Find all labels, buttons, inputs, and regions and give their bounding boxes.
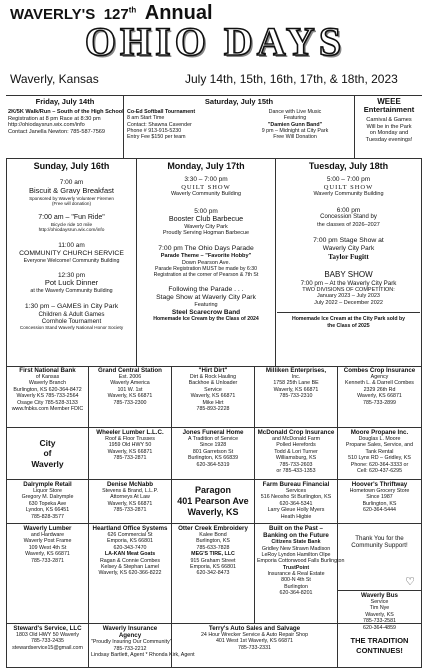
sponsor-dalrymple-liquor (6, 480, 89, 524)
friday-section (8, 97, 122, 157)
sponsor-hirt-dirt (172, 366, 255, 428)
sponsor-name: Waverly Lumber (23, 525, 72, 532)
sponsor-detail: 801 Garretson St (192, 448, 234, 455)
sponsor-detail: Waverly, KS 66871 (190, 393, 236, 400)
sponsor-detail: Waverly Branch (28, 380, 67, 387)
sponsor-detail: 620-343-7470 (113, 544, 147, 551)
fun-ride-link[interactable]: http://ohiodaysrun.wix.com/info (38, 228, 105, 234)
sponsor-detail: 785-733-2435 (31, 638, 64, 645)
sponsor-name: Steward's Service, LLC (13, 625, 82, 632)
sponsor-detail: Kelsey & Stephan Lamel (100, 563, 159, 570)
sponsor-moore-propane (338, 428, 422, 480)
sponsor-detail: 620-364-5444 (363, 507, 396, 514)
sponsor-name: Built on the Past – Banking on the Future (263, 525, 329, 540)
sponsor-detail: Propane Sales, Service, and (345, 442, 414, 449)
sponsor-detail: 516 Neosho St Burlington, KS (260, 494, 332, 501)
softball-line: Phone # 913-915-5230 (127, 127, 182, 134)
friday-heading: Friday, July 14th (35, 97, 95, 106)
sponsor-detail: Waverly, KS 66871 (107, 448, 153, 455)
sponsor-first-national-bank (6, 366, 89, 428)
tuesday-event-stage-show: 7:00 pm Stage Show at Waverly City Park Taylor Fugitt (313, 237, 384, 261)
sponsor-name: Thank You for the (355, 535, 404, 542)
sponsor-name: Paragon (194, 484, 231, 495)
softball-line: Contact: Shawna Cavender (127, 121, 192, 128)
softball-line: 8 am Start Time (127, 115, 165, 122)
sponsor-detail: Waverly, KS 66871 (107, 393, 153, 400)
sponsor-detail: Waverly (31, 458, 64, 469)
sponsor-name: Grand Central Station (98, 367, 162, 374)
weee-line: on Monday and (369, 130, 409, 137)
annual-label: Annual (144, 2, 213, 24)
sponsor-detail: Tim Nye (369, 605, 390, 612)
sponsor-name: Heartland Office Systems (92, 525, 168, 532)
sponsor-detail: TrustPoint (282, 564, 310, 571)
location: Waverly, Kansas (10, 72, 99, 86)
sponsor-detail: Osage City 785-528-3133 (17, 399, 78, 406)
sponsor-paragon (172, 480, 255, 524)
sponsor-detail: Lindsay Bartlett, Agent * Rhonda Kirk, Agent (91, 651, 195, 658)
sponsor-name: Terry's Auto Sales and Salvage (208, 625, 301, 632)
tuesday-event-ice-cream: Homemade Ice Cream at the City Park sold by the Class of 2025 (277, 312, 420, 328)
sponsor-detail: LA-KAN Meat Goats (104, 551, 156, 558)
sponsor-detail: Since 1987 (366, 494, 393, 501)
sponsor-detail: Williamsburg, KS (275, 455, 317, 462)
sponsor-denise-mcnabb (89, 480, 172, 524)
sponsor-detail: Liquor Store (33, 488, 62, 495)
sponsor-name: Milliken Enterprises, (265, 367, 327, 374)
weee-line: Tuesday evenings! (365, 137, 413, 144)
sunday-event-church: 11:00 am COMMUNITY CHURCH SERVICE Everyone Welcome! Community Building (19, 241, 124, 264)
weee-line: Carnival & Games (366, 117, 412, 124)
sponsor-otter-creek-embroidery (172, 524, 255, 624)
sponsor-detail: Larry Gleue Holly Myers (267, 507, 325, 514)
sponsor-detail: 620-364-5319 (196, 461, 230, 468)
sponsor-detail: Waverly, KS (365, 611, 394, 618)
sponsor-citizens-state-bank (255, 524, 345, 624)
monday-section (138, 161, 274, 323)
sponsor-detail: Services (285, 488, 307, 495)
anniversary-number: 127 (103, 6, 129, 23)
sunday-section (8, 161, 135, 331)
sponsor-detail: Kenneth L. & Darrell Combes (345, 380, 414, 387)
saturday-section (125, 97, 353, 157)
sponsor-detail: 510 Lynx RD – Gridley, KS (348, 455, 411, 462)
sponsor-detail: Citizens State Bank (271, 539, 321, 546)
sponsor-detail: Waverly, KS (187, 507, 239, 518)
sponsor-name: Moore Propane Inc. (350, 429, 409, 436)
sponsor-detail: Burlington, KS (362, 500, 397, 507)
sponsor-name: Farm Bureau Financial (262, 481, 330, 488)
sponsor-detail: and Hardware (30, 532, 65, 539)
sponsor-detail: stewardservice15@gmail.com (12, 644, 83, 651)
sponsor-detail: Waverly, KS 66871 (273, 386, 319, 393)
sponsor-detail: Since 1928 (199, 442, 227, 449)
sunday-event-games: 1:30 pm – GAMES in City Park Children & Adult Games Cornhole Tournament Concession Stand Waverly National Honor Society (19, 302, 124, 331)
sponsor-farm-bureau (255, 480, 338, 524)
tuesday-event-concession: 6:00 pm Concession Stand by the classes of 2026–2027 (317, 206, 380, 228)
sponsor-combes-crop-insurance (338, 366, 422, 428)
monday-event-quilt: 3:30 – 7:00 pm QUILT SHOW Waverly Community Building (170, 176, 242, 198)
sponsor-hoovers-thriftway (338, 480, 422, 524)
sponsor-name: Combes Crop Insurance (343, 367, 416, 374)
sponsor-milliken-enterprises (255, 366, 338, 428)
sponsor-detail: CONTINUES! (356, 645, 403, 655)
sponsor-detail: Mike Hirt (202, 399, 224, 406)
sponsor-detail: of Kansas (35, 374, 60, 381)
sponsor-detail: Insurance & Real Estate (267, 570, 325, 577)
sponsor-detail: 785-733-2871 (113, 455, 147, 462)
sponsor-name: Jones Funeral Home (182, 429, 244, 436)
anniversary-suffix: th (128, 5, 137, 15)
sponsor-detail: 800-N 4th St (281, 577, 311, 584)
sponsor-detail: Agency (370, 374, 389, 381)
sponsor-name: Dalrymple Retail (23, 481, 72, 488)
sponsor-waverly-insurance (89, 624, 195, 668)
tuesday-event-baby-show: BABY SHOW 7:00 pm – At the Waverly City Park TWO DIVISIONS OF COMPETITION: January 2023 – July 2023 July 2022 – December 2022 (300, 270, 397, 306)
sponsor-detail: 915 Graham Street (190, 557, 236, 564)
sponsor-detail: 785-828-3577 (31, 513, 64, 520)
sponsor-detail: Est. 2006 (118, 374, 142, 381)
sponsor-detail: Phone: 620-364-3333 or (350, 461, 409, 468)
sponsor-detail: 1803 Old HWY 50 Waverly (16, 632, 79, 639)
sponsor-jones-funeral-home (172, 428, 255, 480)
sponsor-city-of-waverly (6, 428, 89, 480)
sponsor-detail: Stevens & Brand, L.L.P. (102, 488, 158, 495)
sponsor-detail: www.fnbks.com Member FDIC (11, 405, 84, 412)
event-dates: July 14th, 15th, 16th, 17th, & 18th, 2023 (185, 72, 398, 86)
weee-line: Will be in the Park (366, 123, 412, 130)
sponsor-waverly-bus-service (338, 591, 422, 631)
monday-heading: Monday, July 17th (167, 161, 245, 171)
sponsor-detail: or 785-433-1353 (276, 467, 316, 474)
sponsor-detail: Polled Herefords (276, 442, 316, 449)
sunday-heading: Sunday, July 16th (33, 161, 110, 171)
sponsor-detail: Emporia, KS 66801 (190, 563, 236, 570)
sponsor-name: First National Bank (19, 367, 76, 374)
sponsor-detail: of (43, 448, 52, 459)
sunday-event-potluck: 12:30 pm Pot Luck Dinner at the Waverly Community Building (30, 271, 113, 295)
monday-event-parade: 7:00 pm The Ohio Days Parade Parade Theme – "Favorite Hobby" Down Pearson Ave. Parade Registration MUST be made by 6:30 Registration at the corner of Pearson & 7th St (153, 244, 259, 279)
sunday-event-breakfast: 7:00 am Biscuit & Gravy Breakfast Sponsored by Waverly Volunteer Firemen (Free will donation) (28, 179, 115, 206)
sponsor-detail: 785-733-2310 (279, 393, 313, 400)
sponsor-detail: 24 Hour Wrecker Service & Auto Repair Shop (200, 632, 309, 639)
sponsor-detail: "Proudly Insuring Our Community" (91, 639, 172, 646)
sponsor-detail: A Tradition of Service (187, 436, 239, 443)
sponsor-detail: Service (204, 386, 222, 393)
tuesday-heading: Tuesday, July 18th (308, 161, 389, 171)
sponsor-name: Wheeler Lumber L.L.C. (96, 429, 164, 436)
sponsor-detail: Emporia, KS 66801 (107, 538, 153, 545)
sponsor-name: Waverly Insurance Agency (102, 625, 158, 640)
sponsor-heartland-office-systems (89, 524, 172, 624)
sunday-event-fun-ride: 7:00 am – "Fun Ride" Bicycle ride 10 mile http://ohiodaysrun.wix.com/info (8, 214, 135, 234)
dance-line: Dance with Live Music (268, 109, 322, 115)
friday-line: 2K/5K Walk/Run – South of the High School (8, 109, 124, 115)
sponsor-detail: 785-733-2212 (113, 645, 147, 652)
sponsor-detail: Ragan & Connie Combes (99, 557, 161, 564)
sponsor-name: THE TRADITION (350, 636, 409, 646)
sponsor-detail: Community Support! (351, 542, 408, 550)
sponsor-detail: 1959 Old HWY 50 (108, 442, 152, 449)
sponsor-waverly-lumber (6, 524, 89, 624)
sponsor-detail: 626 Commercial St (107, 532, 153, 539)
friday-line: Registration at 8 pm Race at 8:30 pm (8, 115, 101, 122)
sponsor-name: City (39, 437, 56, 448)
sponsor-detail: 2329 26th Rd (363, 386, 396, 393)
sponsor-detail: Heath Higbie (280, 513, 312, 520)
dance-line: 9 pm – Midnight at City Park (261, 127, 329, 134)
sponsor-detail: Waverly, KS 66871 (107, 500, 153, 507)
sponsor-mcdonald-crop-insurance (255, 428, 338, 480)
sponsor-detail: 785-733-2300 (113, 399, 147, 406)
weee-subtitle: Entertainment (363, 105, 415, 115)
sponsor-detail: Emporia Cottonwood Falls Burlington (257, 558, 345, 565)
sponsor-detail: Attorneys At Law (110, 494, 150, 501)
sponsor-detail: Todd & Lori Turner (274, 448, 318, 455)
sponsor-name: Waverly Bus (361, 592, 398, 599)
brand: WAVERLY'S (10, 6, 96, 23)
dance-band: "Damien Gunn Band" (267, 121, 323, 128)
sponsor-detail: 620-364-5341 (279, 500, 313, 507)
sponsor-detail: Roof & Floor Trusses (105, 436, 155, 443)
sponsor-detail: 620-342-8473 (196, 570, 230, 577)
sponsor-name: Hoover's Thriftway (351, 481, 408, 488)
sponsor-grand-central-station (89, 366, 172, 428)
sponsor-detail: 1758 25th Lane BE (273, 380, 319, 387)
weee-title: WEEE (377, 97, 401, 106)
sponsor-detail: 785-733-2603 (279, 461, 313, 468)
sponsor-detail: Service (370, 599, 389, 606)
sponsor-detail: 620-364-8201 (279, 590, 313, 596)
sponsor-detail: 785-733-2871 (113, 507, 147, 514)
sponsor-detail: Lyndon, KS 66451 (25, 507, 70, 514)
friday-link[interactable]: http://ohiodaysrun.wix.com/info (8, 122, 85, 129)
sponsor-detail: Hometown Grocery Store (349, 488, 410, 495)
sponsor-name: "Hirt Dirt" (198, 367, 228, 374)
dance-line: Free Will Donation (273, 134, 317, 140)
saturday-heading: Saturday, July 15th (204, 97, 274, 106)
sponsor-terrys-auto (172, 624, 338, 668)
sponsor-detail: 109 West 4th St (28, 544, 67, 551)
sponsor-detail: 785-893-2228 (196, 405, 230, 412)
sponsor-detail: 101 W. 1st (117, 386, 143, 393)
sponsor-detail: Burlington, KS 620-364-8472 (13, 386, 82, 393)
sponsor-detail: Backhoe & Unloader (188, 380, 238, 387)
sponsor-name: Denise McNabb (106, 481, 154, 488)
sponsor-detail: Douglas L. Moore (358, 436, 401, 443)
sponsor-detail: 785-733-2581 (363, 618, 396, 625)
tuesday-event-quilt: 5:00 – 7:00 pm QUILT SHOW Waverly Community Building (313, 176, 384, 198)
sponsor-detail: 630 Topeka Ave (28, 500, 67, 507)
softball-title: Co-Ed Softball Tournament (127, 109, 196, 115)
sponsor-detail: Inc. (291, 374, 301, 381)
sponsor-detail: 785-733-2331 (238, 644, 271, 651)
monday-event-stage-show: Following the Parade . . . Stage Show at Waverly City Park Featuring Steel Scarecrow Band Homemade Ice Cream by the Class of 2024 (153, 286, 259, 323)
sponsor-detail: 785-733-2899 (363, 399, 396, 406)
sponsor-name: Otter Creek Embroidery (178, 525, 248, 532)
sponsor-detail: Waverly, KS 66871 (357, 393, 402, 400)
sponsor-detail: MEG'S TIRE, LLC (191, 551, 235, 558)
sponsor-detail: Waverly, KS 620-366-8222 (98, 570, 162, 577)
sponsor-detail: Gregory M. Dalrymple (21, 494, 74, 501)
page-title: OHIO DAYS (84, 19, 346, 64)
sponsor-detail: 620-364-4859 (363, 624, 396, 631)
sponsor-detail: and McDonald Farm (272, 436, 320, 443)
tuesday-section (277, 161, 420, 329)
monday-event-barbecue: 5:00 pm Booster Club Barbecue Waverly City Park Proudly Serving Hogman Barbecue (162, 207, 250, 237)
sponsor-detail: Cell: 620-437-6295 (356, 467, 403, 474)
sponsor-detail: Burlington, KS 66839 (187, 455, 239, 462)
sponsor-detail: Waverly America (110, 380, 150, 387)
sponsor-tradition-continues (338, 624, 422, 668)
sponsor-detail: Waverly Post Frame (23, 538, 72, 545)
friday-line: Contact Janella Newton: 785-587-7569 (8, 128, 106, 135)
sponsor-detail: Tank Rental (365, 448, 394, 455)
sponsor-detail: LeRoy Lyndon Hamilton Olpe (261, 551, 331, 558)
dance-line: Featuring (283, 115, 307, 122)
sponsor-detail: Waverly, KS 66871 (25, 551, 70, 558)
sponsor-detail: Kalee Bond (199, 532, 227, 539)
sponsor-detail: 785-633-7828 (196, 544, 230, 551)
sponsor-detail: Dirt & Rock Hauling (189, 374, 237, 381)
sponsor-detail: Burlington, KS (196, 538, 230, 545)
sponsor-detail: Waverly KS 785-733-2564 (16, 393, 79, 400)
softball-line: Entry Fee $150 per team (127, 134, 186, 140)
weee-section (356, 97, 422, 157)
sponsor-detail: Gridley New Strawn Madison (261, 545, 331, 552)
sponsor-stewards-service (6, 624, 89, 668)
sponsor-thank-you-note (338, 524, 422, 591)
sponsor-detail: Burlington (284, 583, 308, 590)
sponsor-wheeler-lumber (89, 428, 172, 480)
sponsor-detail: 401 West 1st Waverly, KS 66871 (215, 638, 294, 645)
sponsor-name: McDonald Crop Insurance (257, 429, 335, 436)
sponsor-detail: 401 Pearson Ave (177, 495, 249, 506)
sponsor-detail: 785-733-2871 (31, 557, 64, 564)
heart-icon: ♡ (405, 576, 415, 588)
